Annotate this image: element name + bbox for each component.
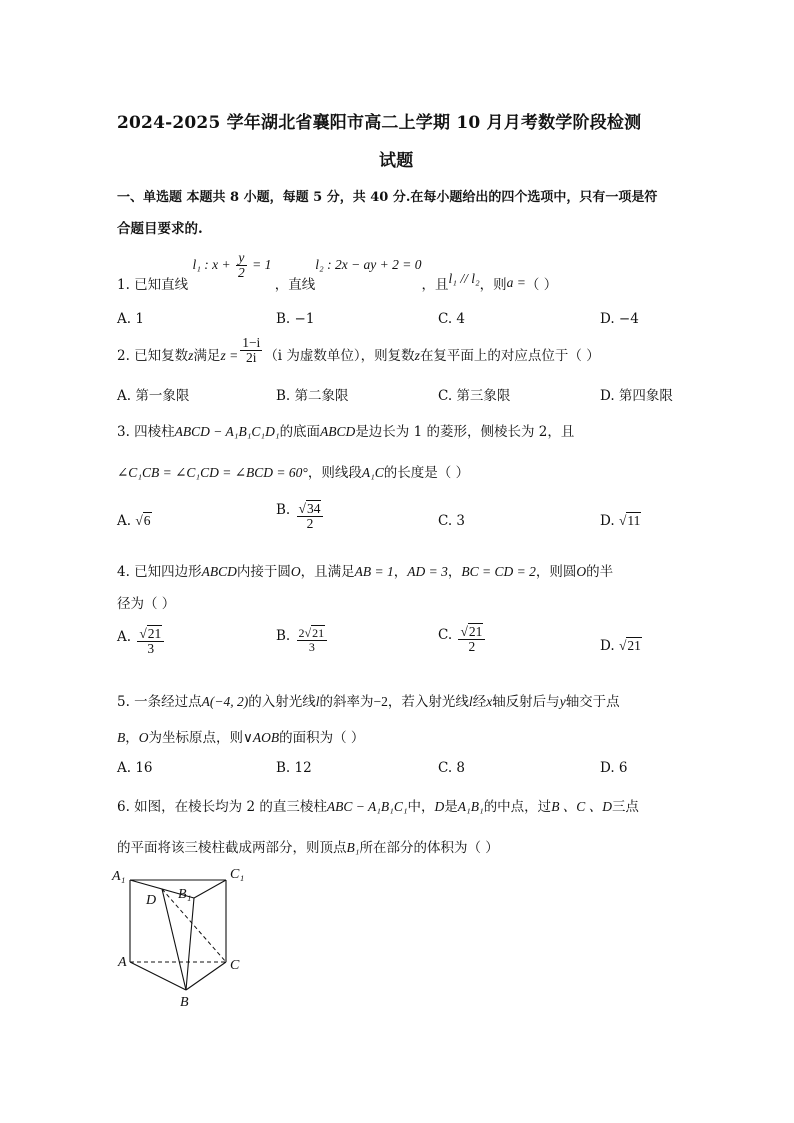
q3-line2-tail: 的长度是（ ）	[383, 465, 470, 481]
q3-opt-d-label: D.	[600, 513, 615, 529]
question-4-line2: 径为（ ）	[117, 596, 176, 612]
edge-b-c	[186, 962, 226, 990]
q5-line2-mid2: 为坐标原点，则	[148, 730, 243, 746]
q1-and: ，且	[421, 276, 449, 293]
q3-opt-a-label: A.	[117, 513, 132, 529]
q1-l1: l₁ : x +	[192, 256, 231, 272]
q5-o: O	[138, 730, 149, 745]
question-6	[117, 795, 639, 815]
prism-figure	[106, 862, 266, 1012]
q6-d: D	[434, 799, 445, 814]
q5-tri: ∨AOB	[243, 730, 280, 745]
q4-opt-c-den: 2	[458, 639, 485, 654]
q4-prefix: 4. 已知四边形	[117, 564, 202, 580]
q2-prefix: 2. 已知复数	[117, 348, 189, 365]
q2-option-d: D. 第四象限	[600, 388, 673, 404]
q5-line2-tail: 的面积为（ ）	[279, 730, 365, 746]
q4-option-d	[600, 638, 642, 654]
q5-mid1: 的入射光线	[248, 694, 316, 710]
q6-prism: ABC − A₁B₁C₁	[326, 799, 408, 814]
label-d: D	[146, 893, 157, 908]
q1-blank: （ ）	[525, 276, 558, 293]
page-title-line2: 试题	[379, 151, 414, 171]
q1-option-b: B. −1	[276, 311, 315, 327]
q3-opt-b-label: B.	[276, 502, 291, 519]
q4-opt-b-num: 2√21	[298, 626, 325, 640]
q4-option-c	[438, 625, 487, 654]
label-c1: C₁	[230, 867, 245, 882]
q1-frac-num: y	[238, 250, 245, 265]
q3-tail: 是边长为 1 的菱形，侧棱长为 2，且	[355, 424, 575, 440]
q2-z-eq: z =	[220, 348, 239, 364]
q4-opt-a-label: A.	[117, 629, 132, 646]
q6-tail: 三点	[611, 799, 639, 815]
q3-opt-a-sqrt: √6	[135, 513, 151, 528]
q4-bc: BC = CD = 2	[461, 564, 536, 579]
q4-o2: O	[576, 564, 587, 579]
q4-tail: 的半	[586, 564, 614, 580]
label-c: C	[230, 958, 240, 973]
q3-prism: ABCD − A₁B₁C₁D₁	[174, 424, 280, 439]
q4-opt-d-label: D.	[600, 638, 615, 654]
q5-option-b: B. 12	[276, 760, 312, 776]
q4-o: O	[290, 564, 301, 579]
q1-a-eq: a =	[506, 274, 526, 290]
q3-opt-d-sqrt: √11	[618, 513, 641, 528]
q5-line2-mid: ，	[125, 730, 139, 746]
segment-d-b	[162, 889, 186, 990]
q2-frac-den: 2i	[240, 350, 262, 365]
q1-frac-den: 2	[238, 265, 245, 281]
q2-frac-num: 1−i	[242, 335, 261, 350]
q3-opt-a-radicand: 6	[143, 513, 151, 528]
q6-mid2: 是	[444, 799, 458, 815]
q1-option-d: D. −4	[600, 311, 639, 327]
q4-opt-c-num: √21	[460, 624, 483, 639]
label-b1: B₁	[178, 887, 192, 902]
question-3	[117, 420, 574, 440]
q1-fraction	[236, 251, 247, 280]
q1-line2: l₂ : 2x − ay + 2 = 0	[315, 256, 422, 272]
q5-option-d: D. 6	[600, 760, 628, 776]
q5-tail: 轴交于点	[565, 694, 620, 710]
q4-opt-a-radicand: 21	[147, 626, 162, 641]
q3-opt-d-radicand: 11	[627, 513, 641, 528]
q1-line1	[192, 250, 274, 281]
q4-opt-a-den: 3	[137, 641, 164, 656]
label-a1: A₁	[112, 869, 126, 884]
q3-prefix: 3. 四棱柱	[117, 424, 175, 440]
q4-opt-b-label: B.	[276, 627, 291, 644]
q6-pts: B 、C 、D	[551, 799, 612, 814]
question-6-line2	[117, 836, 499, 856]
q4-option-b	[276, 627, 329, 653]
edge-a-b	[130, 962, 186, 990]
q3-base: ABCD	[320, 424, 356, 439]
q6-mid1: 中，	[407, 799, 435, 815]
q6-seg: A₁B₁	[457, 799, 484, 814]
q4-mid2: ，且满足	[300, 564, 355, 580]
q4-opt-c-radicand: 21	[468, 624, 483, 639]
q2-fraction	[240, 336, 262, 365]
q2-z2: z	[414, 348, 420, 364]
q5-mid3: ，若入射光线	[387, 694, 469, 710]
q1-ask: ，则	[479, 276, 507, 293]
q3-line2-mid: ，则线段	[307, 465, 362, 481]
q5-slope: −2	[373, 694, 388, 709]
q6-line2-prefix: 的平面将该三棱柱截成两部分，则顶点	[117, 840, 347, 856]
q1-prefix: 1. 已知直线	[117, 276, 189, 293]
q4-opt-a-frac	[137, 627, 164, 656]
page-title: 2024-2025 学年湖北省襄阳市高二上学期 10 月月考数学阶段检测	[117, 113, 642, 133]
q4-opt-b-den: 3	[297, 640, 328, 654]
q4-mid3: ，则圆	[535, 564, 577, 580]
q4-mid1: 内接于圆	[236, 564, 291, 580]
q5-option-a: A. 16	[117, 760, 153, 776]
question-1	[117, 250, 558, 295]
q3-opt-b-radicand: 34	[306, 501, 321, 516]
q3-segment: A₁C	[361, 465, 384, 480]
question-5-line2	[117, 726, 364, 746]
q5-x: x	[486, 694, 493, 709]
q1-option-a: A. 1	[117, 311, 144, 327]
q2-option-a: A. 第一象限	[117, 388, 190, 404]
q4-option-a	[117, 627, 166, 656]
q6-b1: B₁	[346, 840, 360, 855]
q5-b: B	[117, 730, 126, 745]
q4-opt-b-coef: 2	[298, 626, 305, 640]
question-2	[117, 336, 600, 365]
q2-option-c: C. 第三象限	[438, 388, 511, 404]
question-5	[117, 690, 620, 710]
q2-tail: 在复平面上的对应点位于（ ）	[419, 348, 600, 365]
question-3-line2	[117, 461, 469, 481]
q6-mid3: 的中点，过	[483, 799, 552, 815]
q3-mid: 的底面	[279, 424, 321, 440]
edge-b-b1	[186, 898, 194, 990]
q3-option-b	[276, 502, 325, 531]
label-a: A	[118, 955, 127, 970]
q3-opt-b-num: √34	[298, 501, 321, 516]
q4-ad: AD = 3	[407, 564, 448, 579]
q5-point: A(−4, 2)	[201, 694, 249, 709]
section-heading: 一、单选题 本题共 8 小题，每题 5 分，共 40 分.在每小题给出的四个选项中，只有一项是符	[117, 190, 658, 205]
label-b: B	[180, 995, 189, 1010]
question-4: 4. 已知四边形ABCD内接于圆O，且满足AB = 1，AD = 3，BC = CD = 2，则圆O的半	[117, 564, 614, 580]
q4-opt-d-sqrt: √21	[618, 638, 641, 653]
q5-mid5: 轴反射后与	[492, 694, 560, 710]
q3-option-c: C. 3	[438, 513, 466, 529]
q5-y: y	[559, 694, 566, 709]
q2-cond: 满足	[193, 348, 221, 365]
q4-opt-a-num: √21	[139, 626, 162, 641]
q6-prefix: 6. 如图，在棱长均为 2 的直三棱柱	[117, 799, 327, 815]
q3-option-d	[600, 513, 641, 529]
q4-opt-c-frac	[458, 625, 485, 654]
q5-l2: l	[468, 694, 473, 709]
q4-opt-b-radicand: 21	[312, 626, 325, 640]
q3-angles: ∠C₁CB = ∠C₁CD = ∠BCD = 60°	[117, 465, 308, 480]
section-heading-line2: 合题目要求的.	[117, 221, 203, 237]
q4-quad: ABCD	[201, 564, 237, 579]
q4-opt-d-radicand: 21	[627, 638, 641, 653]
edge-b1-c1	[194, 880, 226, 898]
q2-note: （i 为虚数单位），则复数	[264, 348, 415, 365]
q1-mid: ，直线	[274, 276, 316, 293]
q5-mid4: 经	[472, 694, 487, 710]
q1-option-c: C. 4	[438, 311, 466, 327]
q4-opt-c-label: C.	[438, 627, 453, 644]
q5-prefix: 5. 一条经过点	[117, 694, 202, 710]
q3-opt-b-den: 2	[297, 516, 324, 531]
q3-option-a	[117, 513, 152, 529]
q1-parallel: l₁ // l₂	[448, 270, 480, 286]
q3-opt-b-frac	[297, 502, 324, 531]
q6-line2-tail: 所在部分的体积为（ ）	[359, 840, 499, 856]
q5-mid2: 的斜率为	[319, 694, 374, 710]
q2-z: z	[188, 348, 194, 364]
q5-l: l	[315, 694, 320, 709]
q2-option-b: B. 第二象限	[276, 388, 349, 404]
q5-option-c: C. 8	[438, 760, 466, 776]
q4-ab: AB = 1	[354, 564, 394, 579]
q4-opt-b-frac	[297, 627, 328, 653]
q1-l1-tail: = 1	[252, 256, 272, 272]
